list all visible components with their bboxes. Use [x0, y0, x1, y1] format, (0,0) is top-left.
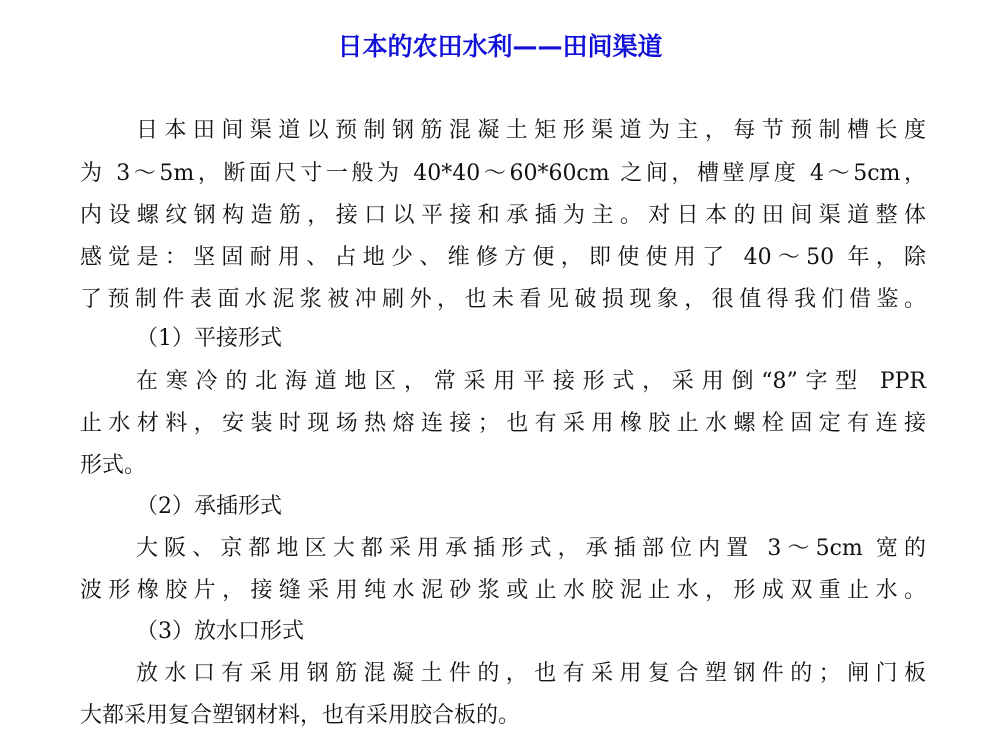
- section-line: 波形橡胶片，接缝采用纯水泥砂浆或止水胶泥止水，形成双重止水。: [80, 578, 926, 603]
- intro-line: 内设螺纹钢构造筋，接口以平接和承插为主。对日本的田间渠道整体: [80, 203, 926, 228]
- section-heading: （3）放水口形式: [136, 619, 304, 644]
- section-heading: （2）承插形式: [136, 494, 282, 519]
- document-title: 日本的农田水利——田间渠道: [337, 32, 663, 61]
- section-line: 形式。: [80, 453, 147, 478]
- section-line: 大阪、京都地区大都采用承插形式，承插部位内置 3～5cm 宽的: [136, 536, 926, 561]
- intro-line: 日本田间渠道以预制钢筋混凝土矩形渠道为主，每节预制槽长度: [136, 118, 926, 143]
- intro-line: 为 3～5m，断面尺寸一般为 40*40～60*60cm 之间，槽壁厚度 4～5cm，: [80, 161, 926, 186]
- section-heading: （1）平接形式: [136, 326, 282, 351]
- intro-line: 感觉是：坚固耐用、占地少、维修方便，即使使用了 40～50 年，除: [80, 245, 926, 270]
- intro-line: 了预制件表面水泥浆被冲刷外，也未看见破损现象，很值得我们借鉴。: [80, 287, 926, 312]
- section-line: 在寒冷的北海道地区，常采用平接形式，采用倒“8”字型 PPR: [136, 369, 926, 394]
- section-line: 放水口有采用钢筋混凝土件的，也有采用复合塑钢件的；闸门板: [136, 661, 926, 686]
- section-line: 大都采用复合塑钢材料，也有采用胶合板的。: [80, 703, 521, 728]
- section-line: 止水材料，安装时现场热熔连接；也有采用橡胶止水螺栓固定有连接: [80, 411, 926, 436]
